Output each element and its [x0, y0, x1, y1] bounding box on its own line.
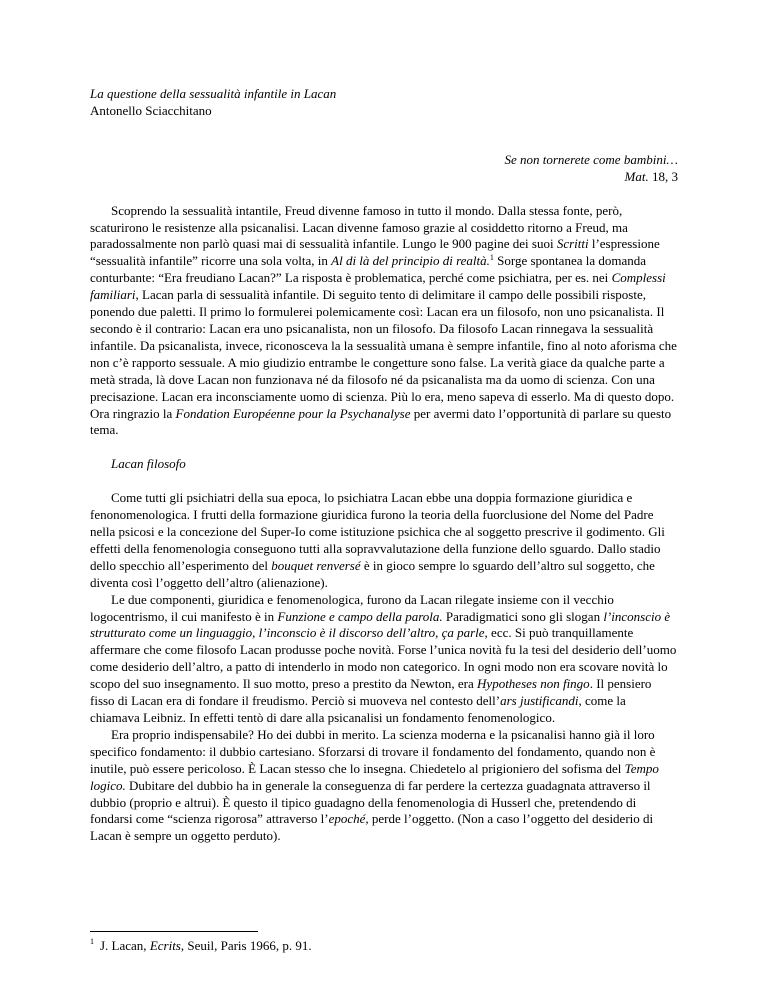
text-run-italic: ars justificandi — [500, 693, 579, 709]
text-run-italic: epoché — [328, 811, 366, 827]
text-run-italic: l’inconscio è strutturato come un linguaggio, l’inconscio è il discorso dell’altro, ça parle — [90, 608, 671, 641]
document-title: La questione della sessualità infantile in Lacan — [90, 86, 337, 101]
text-run: Sorge spontanea la domanda conturbante: “Era freudiano Lacan?” La risposta è problematica, perché come psichiatra, per es. nei — [90, 253, 647, 286]
text-run: , come la chiamava Leibniz. In effetti tentò di dare alla psicanalisi un fondamento fenomenologico. — [90, 693, 626, 725]
text-run: Paradigmatici sono gli slogan — [442, 608, 604, 624]
epigraph-reference — [90, 169, 678, 186]
text-run-italic: Fondation Européenne pour la Psychanalyse — [175, 405, 411, 421]
epigraph — [90, 152, 678, 186]
paragraph-intro — [90, 203, 678, 440]
footnote-marker[interactable]: 1 — [489, 253, 494, 263]
text-run: J. Lacan, — [100, 938, 150, 953]
document-body — [90, 86, 678, 845]
text-run: l’espressione “sessualità infantile” ricorre una sola volta, in — [90, 236, 660, 269]
text-run: Le due componenti, giuridica e fenomenologica, furono da Lacan rilegate insieme con il vecchio logocentrismo, il cui manifesto è in — [90, 591, 614, 624]
footnote-divider — [90, 931, 258, 932]
footnote-number: 1 — [90, 937, 94, 946]
section-heading: Lacan filosofo — [111, 456, 186, 472]
paragraph-logocentrism — [90, 592, 678, 727]
footnote — [90, 938, 678, 954]
text-run-italic: Scritti — [556, 236, 589, 252]
text-run-italic: Hypotheses non fingo — [477, 676, 590, 692]
text-run: Dubitare del dubbio ha in generale la conseguenza di far perdere la certezza guadagnata attraverso il dubbio (proprio e altrui). È questo il tipico guadagno della fenomenologia di Husserl che, pretendendo di fondarsi come “scienza rigorosa” attraverso l’ — [90, 777, 651, 827]
text-run-italic: Tempo logico. — [90, 760, 659, 793]
paragraph-formation — [90, 490, 678, 591]
epigraph-ref-number: 18, 3 — [652, 168, 678, 184]
text-run: , Lacan parla di sessualità infantile. Di seguito tento di delimitare il campo delle possibili risposte, ponendo due paletti. Il primo lo formulerei polemicamente così: Lacan era un filosofo, non uno psicanalista. Il secondo è il contrario: Lacan era uno psicanalista, non un filosofo. Da filosofo Lacan rinnegava la sessualità infantile. Da psicanalista, invece, riconosceva la la sessualità umana è sempre infantile, fino al noto aforisma che non c’è rapporto sessuale. A mio giudizio entrambe le congetture sono false. La verità giace da qualche parte a metà strada, là dove Lacan non funzionava né da filosofo né da psicanalista ma da uomo di scienza. Con una precisazione. Lacan era inconsciamente uomo di scienza. Più lo era, meno sapeva di esserlo. Ma di questo dopo. Ora ringrazio la — [90, 287, 677, 421]
epigraph-ref-book: Mat. — [624, 168, 649, 184]
text-run-italic: Funzione e campo della parola. — [277, 608, 443, 624]
text-run-italic: Al di là del principio di realtà. — [331, 253, 490, 269]
epigraph-quote: Se non tornerete come bambini… — [504, 151, 678, 167]
text-run-italic: bouquet renversé — [271, 557, 361, 573]
text-run: Era proprio indispensabile? Ho dei dubbi in merito. La scienza moderna e la psicanalisi hanno già il loro specifico fondamento: il dubbio cartesiano. Sforzarsi di trovare il fondamento del fondamento, quando non è inutile, può essere pericoloso. È Lacan stesso che lo insegna. Chiedetelo al prigioniero del sofisma del — [90, 726, 656, 776]
text-run: , Seuil, Paris 1966, p. 91. — [180, 938, 312, 953]
text-run: per avermi dato l’opportunità di parlare su questo tema. — [90, 405, 672, 438]
text-run-italic: Ecrits — [149, 938, 181, 953]
paragraph-doubt — [90, 727, 678, 845]
header — [90, 86, 678, 120]
text-run: Scoprendo la sessualità intantile, Freud divenne famoso in tutto il mondo. Dalla stessa fonte, però, scaturirono le resistenze alla psicanalisi. Lacan divenne famoso grazie al cosiddetto ritorno a Freud, ma paradossalmente non parlò quasi mai di sessualità infantile. Lungo le 900 pagine dei suoi — [90, 202, 628, 252]
text-run: , ecc. Si può tranquillamente affermare che come filosofo Lacan produsse poche novità. Forse l’unica novità fu la tesi del desiderio dell’uomo come desiderio dell’altro, a patto di intenderlo in modo non categorico. In ogni modo non era scovare novità lo scopo del suo insegnamento. Il suo motto, preso a prestito da Newton, era — [90, 625, 677, 692]
text-run: è in gioco sempre lo sguardo dell’altro sul soggetto, che diventa così l’oggetto dell’altro (alienazione). — [90, 557, 655, 590]
text-run: . Il pensiero fisso di Lacan era di fondare il freudismo. Perciò si muoveva nel contesto dell’ — [90, 676, 652, 709]
text-run: , perde l’oggetto. (Non a caso l’oggetto del desiderio di Lacan è sempre un oggetto perduto). — [90, 811, 654, 844]
author-name: Antonello Sciacchitano — [90, 102, 212, 118]
text-run-italic: Complessi familiari — [90, 270, 666, 303]
text-run: Come tutti gli psichiatri della sua epoca, lo psichiatra Lacan ebbe una doppia formazione giuridica e fenonomenologica. I frutti della formazione giuridica furono la teoria della fuorclusione del Nome del Padre nella psicosi e la concezione del Super-Io come istituzione psichica che al soggetto prescrive il godimento. Gli effetti della fenomenologia conseguono tutti alla sopravvalutazione della funzione dello sguardo. Dallo stadio dello specchio all’esperimento del — [90, 490, 665, 573]
